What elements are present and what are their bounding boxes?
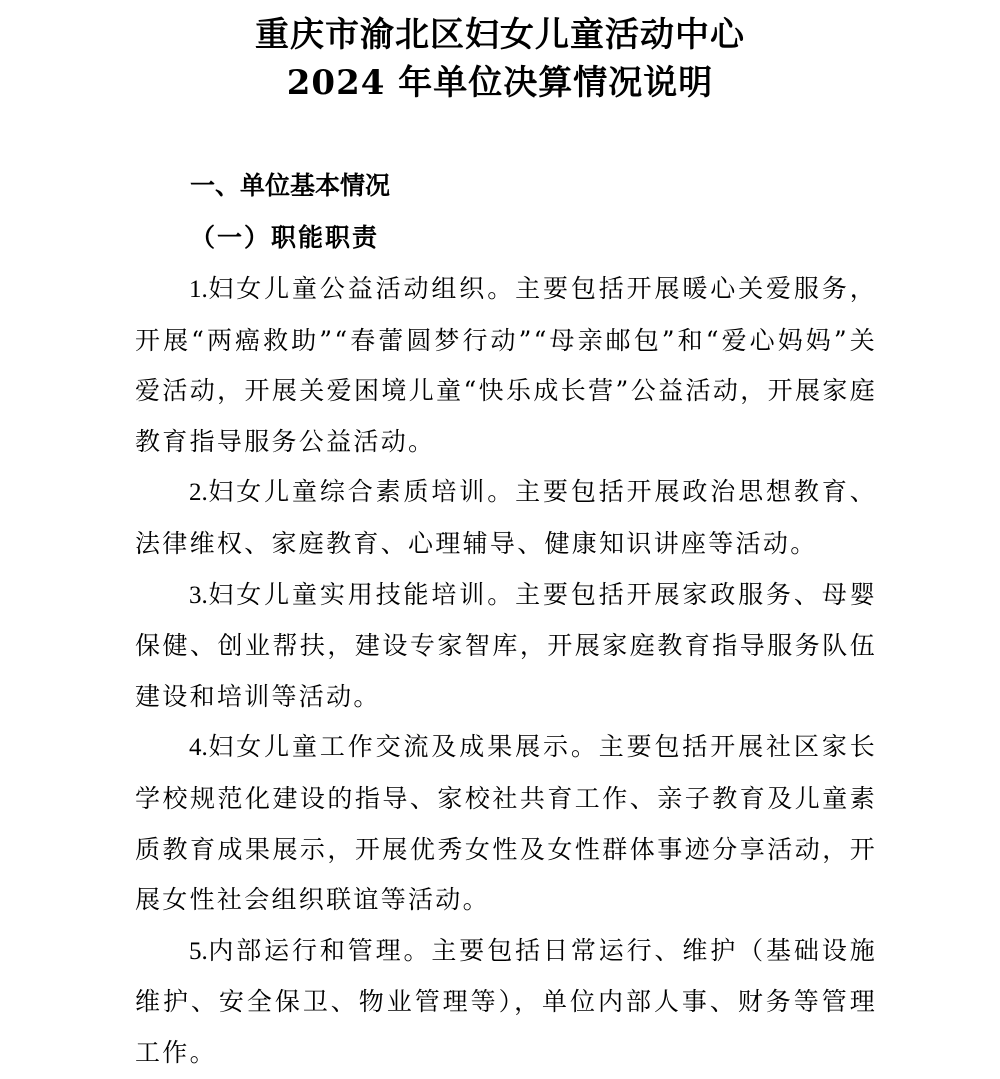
paragraph-text: 妇女儿童工作交流及成果展示。主要包括开展社区家长学校规范化建设的指导、家校社共育工作、亲子教育及儿童素质教育成果展示，开展优秀女性及女性群体事迹分享活动，开展女性社会组织联谊等活动。 xyxy=(135,732,877,915)
paragraph-text: 妇女儿童公益活动组织。主要包括开展暖心关爱服务，开展“两癌救助”“春蕾圆梦行动”“母亲邮包”和“爱心妈妈”关爱活动，开展关爱困境儿童“快乐成长营”公益活动，开展家庭教育指导服务公益活动。 xyxy=(135,274,877,456)
paragraph-item-4 xyxy=(135,722,877,925)
paragraph-item-5 xyxy=(135,926,877,1079)
section-heading-basic-info: 一、单位基本情况 xyxy=(190,171,391,200)
paragraph-number: 3. xyxy=(189,581,208,609)
subsection-heading-functions: （一）职能职责 xyxy=(190,223,380,252)
paragraph-item-3 xyxy=(135,570,877,723)
paragraph-item-2 xyxy=(135,467,877,569)
paragraph-number: 1. xyxy=(189,276,208,303)
document-body xyxy=(135,264,877,1079)
paragraph-text: 妇女儿童实用技能培训。主要包括开展家政服务、母婴保健、创业帮扶，建设专家智库，开展家庭教育指导服务队伍建设和培训等活动。 xyxy=(135,579,877,711)
paragraph-number: 5. xyxy=(189,937,208,965)
paragraph-item-1 xyxy=(135,264,877,467)
document-title-line-2: 2024 年单位决算情况说明 xyxy=(286,63,714,103)
document-title-line-1: 重庆市渝北区妇女儿童活动中心 xyxy=(255,15,745,55)
paragraph-number: 4. xyxy=(189,734,208,762)
paragraph-text: 内部运行和管理。主要包括日常运行、维护（基础设施维护、安全保卫、物业管理等），单位内部人事、财务等管理工作。 xyxy=(135,935,877,1067)
paragraph-number: 2. xyxy=(189,479,208,507)
paragraph-text: 妇女儿童综合素质培训。主要包括开展政治思想教育、法律维权、家庭教育、心理辅导、健康知识讲座等活动。 xyxy=(135,477,877,558)
